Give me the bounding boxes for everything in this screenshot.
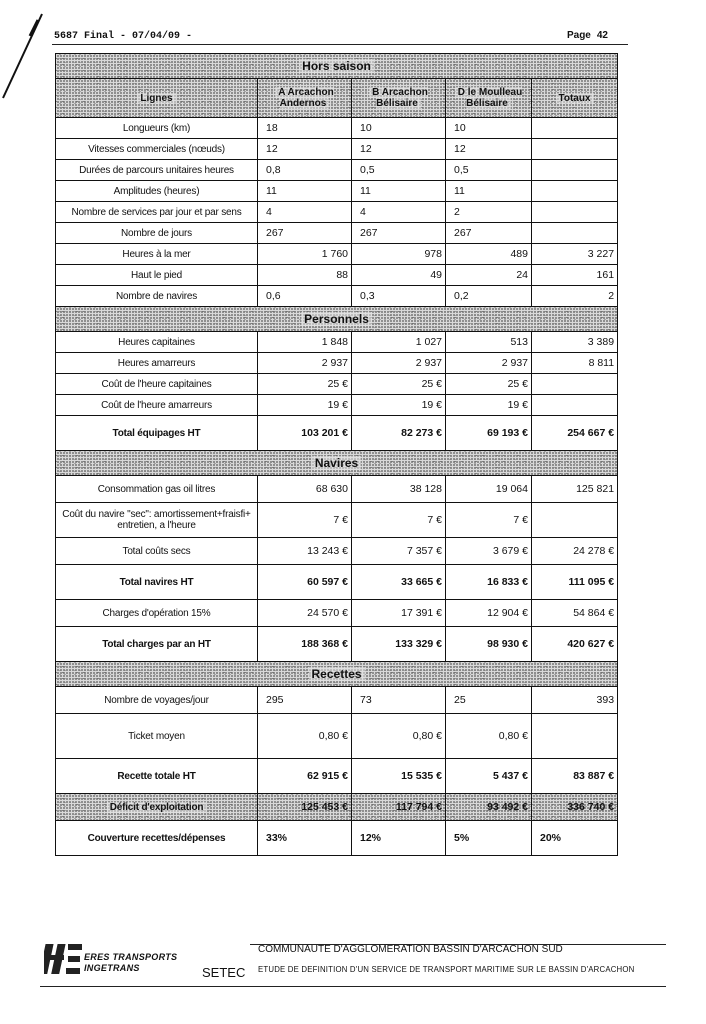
cell-d: 489 <box>446 244 532 265</box>
cost-table <box>55 53 618 856</box>
cell-b: 12 <box>352 139 446 160</box>
row-label: Couverture recettes/dépenses <box>56 821 258 856</box>
footer-divider-bottom <box>40 986 666 987</box>
cell-d: 19 064 <box>446 476 532 503</box>
section-navires: Navires <box>56 451 618 476</box>
cell-a: 1 848 <box>258 332 352 353</box>
cell-d: 98 930 € <box>446 627 532 662</box>
cell-b: 73 <box>352 687 446 714</box>
row-label: Nombre de services par jour et par sens <box>56 202 258 223</box>
cell-a: 103 201 € <box>258 416 352 451</box>
cell-a: 1 760 <box>258 244 352 265</box>
cell-b: 133 329 € <box>352 627 446 662</box>
cell-b: 33 665 € <box>352 565 446 600</box>
cell-b: 2 937 <box>352 353 446 374</box>
cell-b: 17 391 € <box>352 600 446 627</box>
column-header-a: A Arcachon Andernos <box>258 79 352 118</box>
table-row <box>56 538 618 565</box>
table-row <box>56 265 618 286</box>
cell-total <box>532 181 618 202</box>
table-row <box>56 223 618 244</box>
cell-a: 25 € <box>258 374 352 395</box>
cell-b: 15 535 € <box>352 759 446 794</box>
cell-a: 11 <box>258 181 352 202</box>
cell-b: 7 357 € <box>352 538 446 565</box>
column-header-d: D le Moulleau Bélisaire <box>446 79 532 118</box>
cell-b: 0,3 <box>352 286 446 307</box>
cell-a: 4 <box>258 202 352 223</box>
cell-total: 3 389 <box>532 332 618 353</box>
cell-total: 2 <box>532 286 618 307</box>
column-header-totaux: Totaux <box>532 79 618 118</box>
table-row-couverture <box>56 821 618 856</box>
section-hors-saison: Hors saison <box>56 54 618 79</box>
cell-total: 24 278 € <box>532 538 618 565</box>
cell-total: 125 821 <box>532 476 618 503</box>
cell-total: 254 667 € <box>532 416 618 451</box>
cell-b: 4 <box>352 202 446 223</box>
cell-a: 0,6 <box>258 286 352 307</box>
cell-d: 0,80 € <box>446 714 532 759</box>
row-label: Charges d'opération 15% <box>56 600 258 627</box>
cell-total <box>532 395 618 416</box>
cell-b: 11 <box>352 181 446 202</box>
cell-total: 83 887 € <box>532 759 618 794</box>
cell-d: 93 492 € <box>446 794 532 821</box>
row-label: Déficit d'exploitation <box>56 794 258 821</box>
cell-a: 68 630 <box>258 476 352 503</box>
cell-b: 49 <box>352 265 446 286</box>
row-label: Haut le pied <box>56 265 258 286</box>
cell-a: 62 915 € <box>258 759 352 794</box>
table-row <box>56 714 618 759</box>
cell-a: 33% <box>258 821 352 856</box>
cell-a: 295 <box>258 687 352 714</box>
cell-total: 8 811 <box>532 353 618 374</box>
cell-b: 117 794 € <box>352 794 446 821</box>
table-row <box>56 181 618 202</box>
row-label: Nombre de navires <box>56 286 258 307</box>
cell-a: 267 <box>258 223 352 244</box>
cell-total: 161 <box>532 265 618 286</box>
table-row <box>56 395 618 416</box>
cell-total <box>532 374 618 395</box>
row-label: Consommation gas oil litres <box>56 476 258 503</box>
cell-d: 10 <box>446 118 532 139</box>
cell-total <box>532 160 618 181</box>
cell-a: 0,80 € <box>258 714 352 759</box>
cell-a: 12 <box>258 139 352 160</box>
row-label: Ticket moyen <box>56 714 258 759</box>
page-footer <box>40 934 666 990</box>
cell-b: 0,80 € <box>352 714 446 759</box>
cell-b: 978 <box>352 244 446 265</box>
eres-logo <box>44 942 82 976</box>
cell-a: 2 937 <box>258 353 352 374</box>
cell-d: 12 <box>446 139 532 160</box>
cell-d: 5% <box>446 821 532 856</box>
table-row-total-navires <box>56 565 618 600</box>
cell-b: 25 € <box>352 374 446 395</box>
cell-a: 60 597 € <box>258 565 352 600</box>
table-row <box>56 202 618 223</box>
cell-d: 2 937 <box>446 353 532 374</box>
cell-d: 16 833 € <box>446 565 532 600</box>
cell-a: 7 € <box>258 503 352 538</box>
margin-slash-mark <box>0 0 60 110</box>
cell-a: 13 243 € <box>258 538 352 565</box>
section-personnels: Personnels <box>56 307 618 332</box>
row-label: Vitesses commerciales (nœuds) <box>56 139 258 160</box>
cell-total: 393 <box>532 687 618 714</box>
table-row <box>56 687 618 714</box>
cell-d: 3 679 € <box>446 538 532 565</box>
cell-b: 19 € <box>352 395 446 416</box>
cell-b: 267 <box>352 223 446 244</box>
table-row <box>56 139 618 160</box>
cell-total: 420 627 € <box>532 627 618 662</box>
table-row <box>56 118 618 139</box>
cell-d: 25 € <box>446 374 532 395</box>
cell-d: 2 <box>446 202 532 223</box>
page-indicator <box>567 30 608 41</box>
row-label: Total charges par an HT <box>56 627 258 662</box>
table-row <box>56 244 618 265</box>
cell-d: 11 <box>446 181 532 202</box>
table-row <box>56 374 618 395</box>
row-label: Heures à la mer <box>56 244 258 265</box>
cell-b: 38 128 <box>352 476 446 503</box>
cell-d: 513 <box>446 332 532 353</box>
table-row <box>56 600 618 627</box>
row-label: Coût de l'heure capitaines <box>56 374 258 395</box>
section-recettes: Recettes <box>56 662 618 687</box>
cell-b: 10 <box>352 118 446 139</box>
table-row-recette-totale <box>56 759 618 794</box>
cell-total: 54 864 € <box>532 600 618 627</box>
cell-b: 7 € <box>352 503 446 538</box>
cell-d: 7 € <box>446 503 532 538</box>
table-row <box>56 286 618 307</box>
cell-total: 3 227 <box>532 244 618 265</box>
cell-a: 88 <box>258 265 352 286</box>
column-header-b: B Arcachon Bélisaire <box>352 79 446 118</box>
row-label: Recette totale HT <box>56 759 258 794</box>
cell-b: 12% <box>352 821 446 856</box>
row-label: Coût du navire "sec": amortissement+fraisfi+ entretien, a l'heure <box>56 503 258 538</box>
page-label: Page <box>566 30 591 41</box>
cell-d: 12 904 € <box>446 600 532 627</box>
cell-total <box>532 139 618 160</box>
cell-d: 24 <box>446 265 532 286</box>
document-reference: 5687 Final - 07/04/09 - <box>54 31 193 42</box>
brand-ingetrans: INGETRANS <box>84 963 140 973</box>
cell-a: 18 <box>258 118 352 139</box>
row-label: Total équipages HT <box>56 416 258 451</box>
footer-study-title: ETUDE DE DEFINITION D'UN SERVICE DE TRANSPORT MARITIME SUR LE BASSIN D'ARCACHON <box>258 965 635 974</box>
table-row <box>56 353 618 374</box>
table-row-total-charges <box>56 627 618 662</box>
column-header-row <box>56 79 618 118</box>
cell-total: 336 740 € <box>532 794 618 821</box>
table-row-deficit <box>56 794 618 821</box>
cell-b: 82 273 € <box>352 416 446 451</box>
row-label: Total coûts secs <box>56 538 258 565</box>
cell-d: 267 <box>446 223 532 244</box>
brand-eres: ERES TRANSPORTS <box>84 952 178 962</box>
cell-total: 20% <box>532 821 618 856</box>
footer-community: COMMUNAUTE D'AGGLOMERATION BASSIN D'ARCACHON SUD <box>258 944 563 955</box>
page-number: 42 <box>596 30 608 41</box>
cell-total <box>532 714 618 759</box>
cell-a: 188 368 € <box>258 627 352 662</box>
cell-b: 0,5 <box>352 160 446 181</box>
row-label: Nombre de voyages/jour <box>56 687 258 714</box>
cell-d: 19 € <box>446 395 532 416</box>
table-row-total-equipages <box>56 416 618 451</box>
cell-d: 69 193 € <box>446 416 532 451</box>
column-header-lignes: Lignes <box>56 79 258 118</box>
table-row <box>56 476 618 503</box>
cell-total <box>532 202 618 223</box>
cell-total <box>532 223 618 244</box>
cell-total <box>532 118 618 139</box>
page-header <box>52 28 628 45</box>
cell-d: 0,2 <box>446 286 532 307</box>
cell-a: 24 570 € <box>258 600 352 627</box>
row-label: Total navires HT <box>56 565 258 600</box>
cell-d: 0,5 <box>446 160 532 181</box>
row-label: Heures amarreurs <box>56 353 258 374</box>
row-label: Nombre de jours <box>56 223 258 244</box>
table-row <box>56 160 618 181</box>
cell-total: 111 095 € <box>532 565 618 600</box>
row-label: Durées de parcours unitaires heures <box>56 160 258 181</box>
row-label: Amplitudes (heures) <box>56 181 258 202</box>
cell-a: 125 453 € <box>258 794 352 821</box>
cell-a: 19 € <box>258 395 352 416</box>
cell-a: 0,8 <box>258 160 352 181</box>
row-label: Longueurs (km) <box>56 118 258 139</box>
cell-d: 25 <box>446 687 532 714</box>
row-label: Coût de l'heure amarreurs <box>56 395 258 416</box>
row-label: Heures capitaines <box>56 332 258 353</box>
brand-setec: SETEC <box>202 965 246 980</box>
cell-d: 5 437 € <box>446 759 532 794</box>
table-row <box>56 332 618 353</box>
cell-b: 1 027 <box>352 332 446 353</box>
cell-total <box>532 503 618 538</box>
table-row <box>56 503 618 538</box>
